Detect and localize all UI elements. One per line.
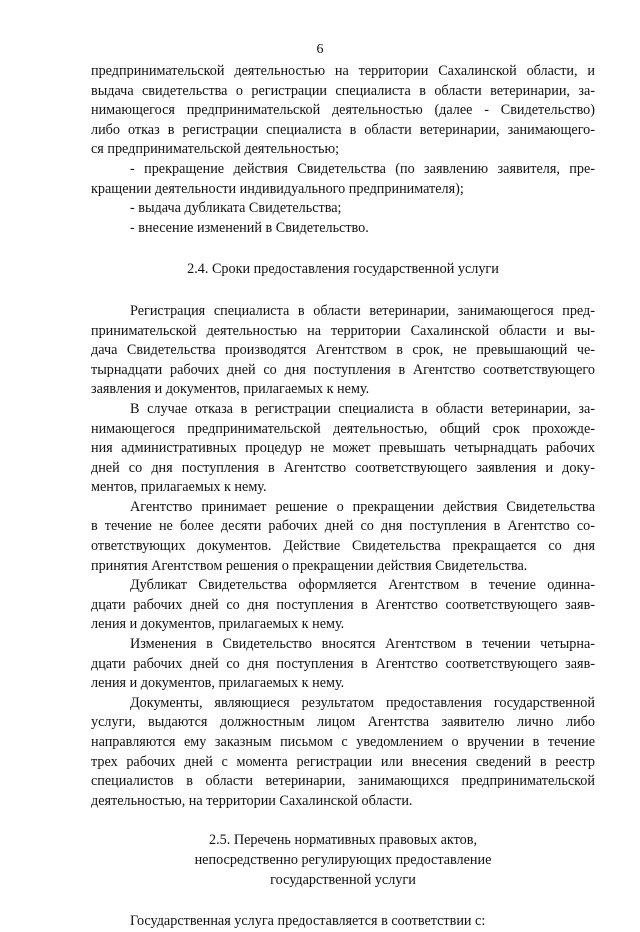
text-line: специалистов в области ветеринарии, занимающихся предпринимательской [91, 773, 595, 790]
text-line: дцати рабочих дней со дня поступления в Агентство соответствующего заяв- [91, 655, 595, 672]
paragraph-result-delivery [91, 694, 595, 812]
text-line: предпринимательской деятельностью на территории Сахалинской области, и [91, 63, 595, 79]
text-line: нимающегося предпринимательской деятельностью, общий срок прохожде- [91, 420, 595, 437]
bullet-item-changes: - внесение изменений в Свидетельство. [130, 219, 369, 236]
page-number: 6 [316, 42, 324, 57]
text-line: выдача свидетельства о регистрации специалиста в области ветеринарии, за- [91, 82, 595, 99]
paragraph-duplicate-terms [91, 576, 595, 635]
document-body [91, 62, 595, 932]
text-line: заявления и документов, прилагаемых к нему. [91, 381, 370, 398]
text-line: трех рабочих дней с момента регистрации или внесения сведений в реестр [91, 753, 595, 770]
text-line: нимающегося предпринимательской деятельностью (далее - Свидетельство) [91, 102, 595, 119]
section-heading-2-4: 2.4. Сроки предоставления государственной услуги [187, 261, 499, 278]
text-line: дней со дня поступления в Агентство соответствующего заявления и доку- [91, 459, 595, 476]
text-line: Регистрация специалиста в области ветеринарии, занимающегося пред- [130, 302, 595, 319]
text-line: ления и документов, прилагаемых к нему. [91, 675, 345, 692]
bullet-item-duplicate: - выдача дубликата Свидетельства; [130, 200, 342, 217]
heading-line: государственной услуги [270, 871, 416, 888]
text-line: В случае отказа в регистрации специалиста в области ветеринарии, за- [130, 400, 595, 417]
text-line: кращении деятельности индивидуального предпринимателя); [91, 180, 464, 197]
text-line: направляются ему заказным письмом с уведомлением о вручении в течение [91, 734, 595, 750]
text-line: ления и документов, прилагаемых к нему. [91, 616, 345, 633]
section-heading-2-5 [91, 831, 595, 890]
heading-line: непосредственно регулирующих предоставление [194, 851, 492, 868]
text-line: дача Свидетельства производятся Агентством в срок, не превышающий че- [91, 342, 595, 359]
text-line: ния административных процедур не может превышать четырнадцать рабочих [91, 440, 595, 457]
intro-paragraph [91, 62, 595, 160]
text-line: либо отказ в регистрации специалиста в области ветеринарии, занимающего- [91, 121, 595, 138]
heading-line: 2.5. Перечень нормативных правовых актов, [209, 832, 477, 849]
paragraph-refusal-terms [91, 400, 595, 498]
text-line: услуги, выдаются должностным лицом Агентства заявителю лично либо [91, 714, 595, 731]
text-line: Агентство принимает решение о прекращении действия Свидетельства [130, 498, 595, 515]
text-line: в течение не более десяти рабочих дней со дня поступления в Агентство со- [91, 518, 595, 535]
text-line: принятия Агентством решения о прекращении действия Свидетельства. [91, 557, 528, 574]
text-line: Изменения в Свидетельство вносятся Агентством в течении четырна- [130, 636, 595, 653]
text-line: ся предпринимательской деятельностью; [91, 141, 340, 158]
text-line: тырнадцати рабочих дней со дня поступления в Агентство соответствующего [91, 361, 595, 378]
paragraph-changes-terms [91, 635, 595, 694]
text-line: Документы, являющиеся результатом предоставления государственной [130, 694, 595, 711]
text-line: дцати рабочих дней со дня поступления в Агентство соответствующего заяв- [91, 596, 595, 613]
paragraph-legal-basis: Государственная услуга предоставляется в соответствии с: [130, 913, 486, 930]
text-line: принимательской деятельностью на территории Сахалинской области и вы- [91, 322, 595, 339]
text-line: Дубликат Свидетельства оформляется Агентством в течение одинна- [130, 577, 595, 594]
paragraph-registration-terms [91, 302, 595, 400]
text-line: деятельностью, на территории Сахалинской области. [91, 792, 413, 809]
bullet-item-termination [91, 160, 595, 199]
text-line: ментов, прилагаемых к нему. [91, 479, 267, 496]
text-line: ответствующих документов. Действие Свидетельства прекращается со дня [91, 538, 595, 555]
paragraph-termination-terms [91, 498, 595, 576]
text-line: - прекращение действия Свидетельства (по заявлению заявителя, пре- [130, 160, 595, 177]
